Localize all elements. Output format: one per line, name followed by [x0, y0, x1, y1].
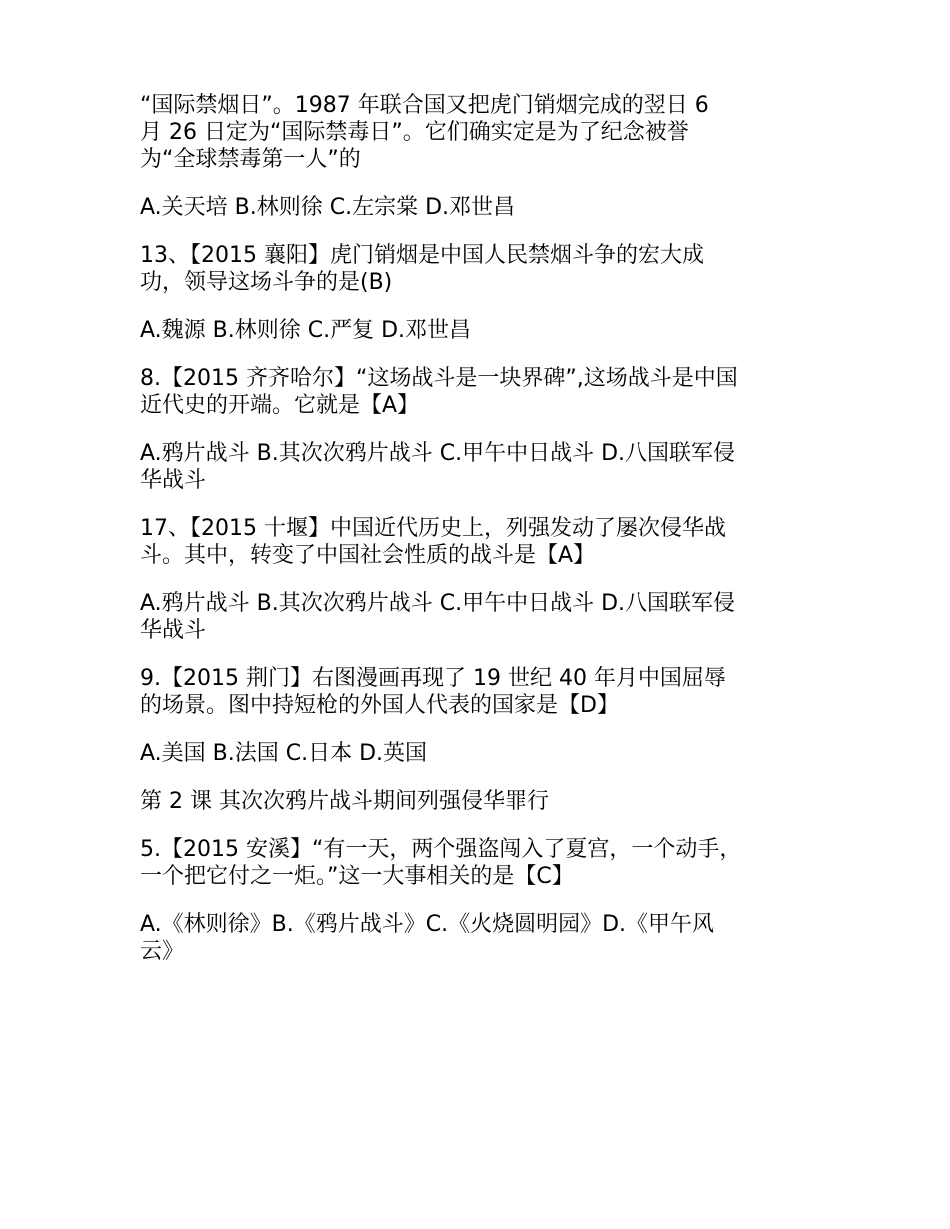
- text-line: 13、【2015 襄阳】虎门销烟是中国人民禁烟斗争的宏大成: [140, 243, 704, 268]
- answer-options: [140, 590, 800, 644]
- answer-options: [140, 911, 800, 965]
- answer-options: [140, 317, 800, 344]
- answer-options: [140, 440, 800, 494]
- text-line: 一个把它付之一炬。”这一大事相关的是【C】: [140, 864, 574, 889]
- text-line: 近代史的开端。它就是【A】: [140, 393, 420, 418]
- text-line: A.美国 B.法国 C.日本 D.英国: [140, 741, 428, 766]
- text-line: 华战斗: [140, 468, 207, 493]
- text-line: 功，领导这场斗争的是(B): [140, 270, 393, 295]
- question-17: [140, 515, 800, 569]
- paragraph-intro: [140, 92, 800, 173]
- text-line: 华战斗: [140, 618, 207, 643]
- document-body: [140, 92, 800, 986]
- question-8: [140, 365, 800, 419]
- text-line: 斗。其中，转变了中国社会性质的战斗是【A】: [140, 543, 596, 568]
- text-line: A.关天培 B.林则徐 C.左宗棠 D.邓世昌: [140, 195, 516, 220]
- answer-options: [140, 740, 800, 767]
- question-9: [140, 665, 800, 719]
- text-line: 的场景。图中持短枪的外国人代表的国家是【D】: [140, 693, 619, 718]
- text-line: 云》: [140, 939, 185, 964]
- text-line: 17、【2015 十堰】中国近代历史上，列强发动了屡次侵华战: [140, 516, 726, 541]
- answer-options: [140, 194, 800, 221]
- question-5: [140, 836, 800, 890]
- text-line: 月 26 日定为“国际禁毒日”。它们确实定是为了纪念被誉: [140, 120, 689, 145]
- text-line: 9.【2015 荆门】右图漫画再现了 19 世纪 40 年月中国屈辱: [140, 666, 726, 691]
- text-line: 8.【2015 齐齐哈尔】“这场战斗是一块界碑”,这场战斗是中国: [140, 366, 738, 391]
- text-line: A.鸦片战斗 B.其次次鸦片战斗 C.甲午中日战斗 D.八国联军侵: [140, 591, 736, 616]
- text-line: “国际禁烟日”。1987 年联合国又把虎门销烟完成的翌日 6: [140, 93, 709, 118]
- text-line: A.鸦片战斗 B.其次次鸦片战斗 C.甲午中日战斗 D.八国联军侵: [140, 441, 736, 466]
- text-line: 5.【2015 安溪】“有一天，两个强盗闯入了夏宫，一个动手，: [140, 837, 742, 862]
- text-line: A.魏源 B.林则徐 C.严复 D.邓世昌: [140, 318, 472, 343]
- text-line: A.《林则徐》B.《鸦片战斗》C.《火烧圆明园》D.《甲午风: [140, 912, 715, 937]
- text-line: 第 2 课 其次次鸦片战斗期间列强侵华罪行: [140, 789, 549, 814]
- text-line: 为“全球禁毒第一人”的: [140, 147, 361, 172]
- question-13: [140, 242, 800, 296]
- lesson-heading: [140, 788, 800, 815]
